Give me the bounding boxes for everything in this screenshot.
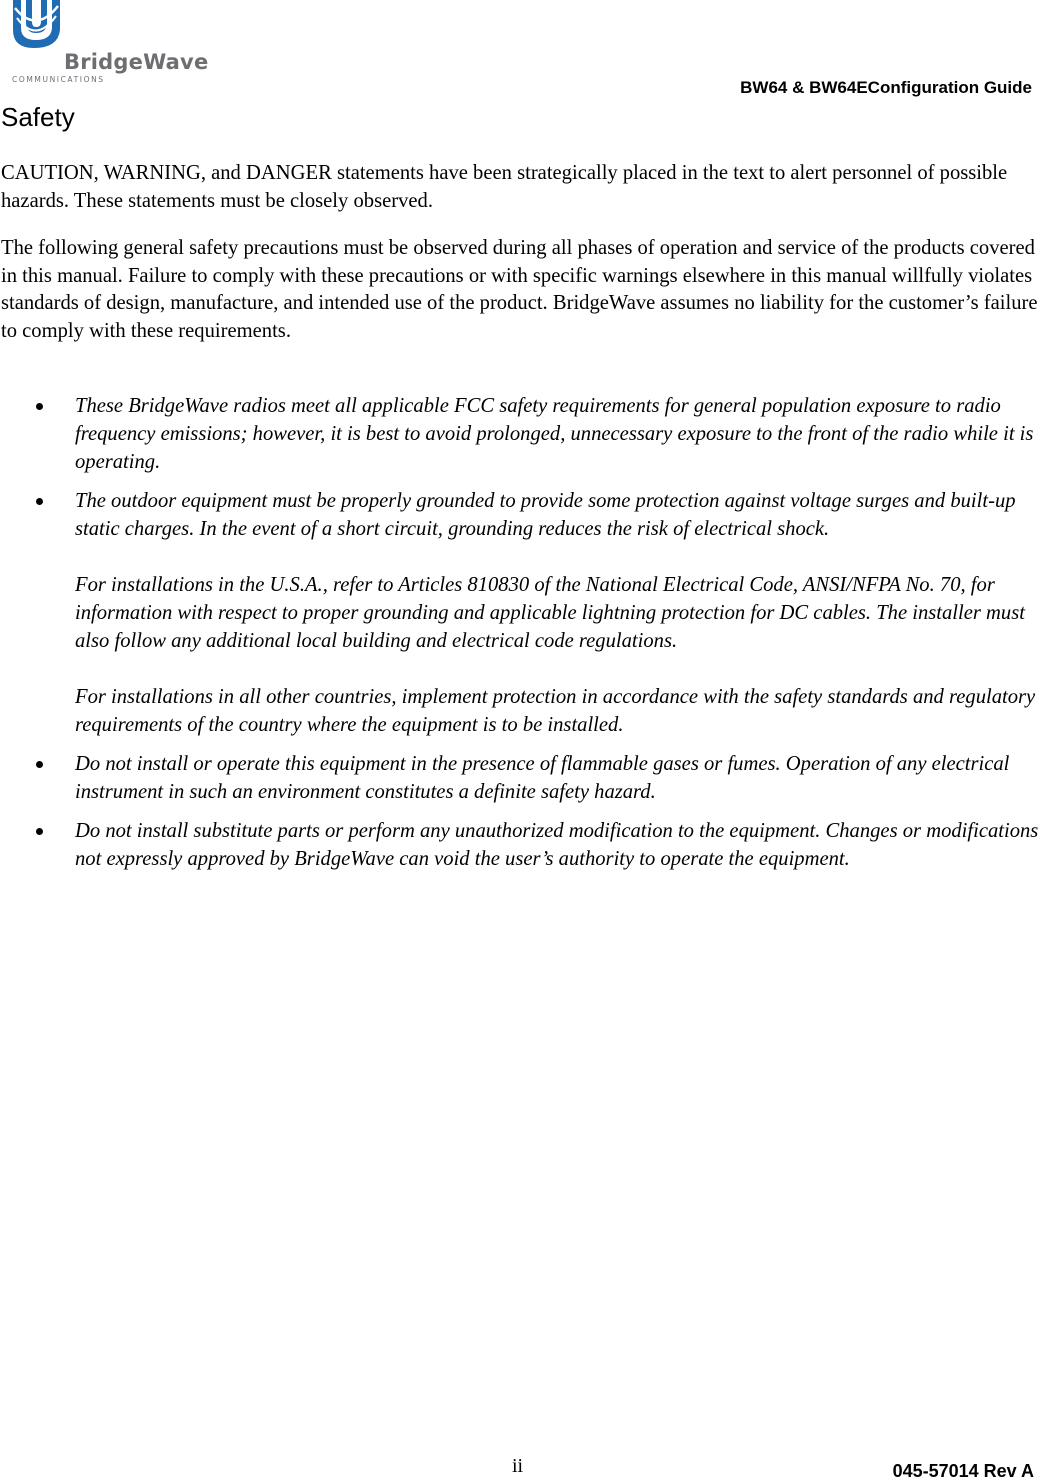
bullet-dot-icon [36, 403, 43, 410]
bullet-dot-icon [36, 761, 43, 768]
bullet-text: The outdoor equipment must be properly grounded to provide some protection against voltage surges and built-up static charges. In the event of a short circuit, grounding reduces the risk of electrical shock. [75, 490, 1016, 540]
bullet-subparagraph-other-countries: For installations in all other countries, implement protection in accordance with the safety standards and regulatory requirements of the country where the equipment is to be installed. [75, 686, 1036, 736]
bullet-text: These BridgeWave radios meet all applicable FCC safety requirements for general population exposure to radio frequency emissions; however, it is best to avoid prolonged, unnecessary exposure to the front of the radio while it is operating. [75, 395, 1034, 473]
bridgewave-logo [8, 0, 208, 90]
bullet-text: Do not install or operate this equipment in the presence of flammable gases or fumes. Operation of any electrical instrument in such an environment constitutes a definite safety hazard. [75, 753, 1010, 803]
bullet-dot-icon [36, 498, 43, 505]
bullet-text: Do not install substitute parts or perform any unauthorized modification to the equipment. Changes or modifications not expressly approved by BridgeWave can void the user’s authority to operate the equipment. [75, 820, 1039, 870]
bullet-subparagraph-usa: For installations in the U.S.A., refer to Articles 810830 of the National Electrical Code, ANSI/NFPA No. 70, for information with respect to proper grounding and applicable lightning protection for DC cables. The installer must also follow any additional local building and electrical code regulations. [75, 574, 1025, 652]
bullet-item [0, 392, 1043, 476]
bullet-item [0, 750, 1043, 806]
intro-paragraph: CAUTION, WARNING, and DANGER statements have been strategically placed in the text to alert personnel of possible hazards. These statements must be closely observed. [1, 162, 1008, 212]
section-title: Safety [1, 102, 75, 132]
precautions-paragraph: The following general safety precautions must be observed during all phases of operation and service of the products covered in this manual. Failure to comply with these precautions or with specific warnings elsewhere in this manual willfully violates standards of design, manufacture, and intended use of the product. BridgeWave assumes no liability for the customer’s failure to comply with these requirements. [1, 237, 1038, 342]
safety-bullet-list [0, 392, 1043, 884]
logo-tagline: COMMUNICATIONS [12, 75, 105, 84]
bullet-dot-icon [36, 828, 43, 835]
document-title: BW64 & BW64EConfiguration Guide [740, 78, 1032, 97]
logo-wordmark: BridgeWave [64, 50, 209, 74]
page-number: ii [512, 1455, 524, 1477]
bullet-item [0, 817, 1043, 873]
document-number: 045-57014 Rev A [892, 1461, 1034, 1481]
bridgewave-mark-icon [10, 0, 70, 52]
bullet-item [0, 487, 1043, 739]
